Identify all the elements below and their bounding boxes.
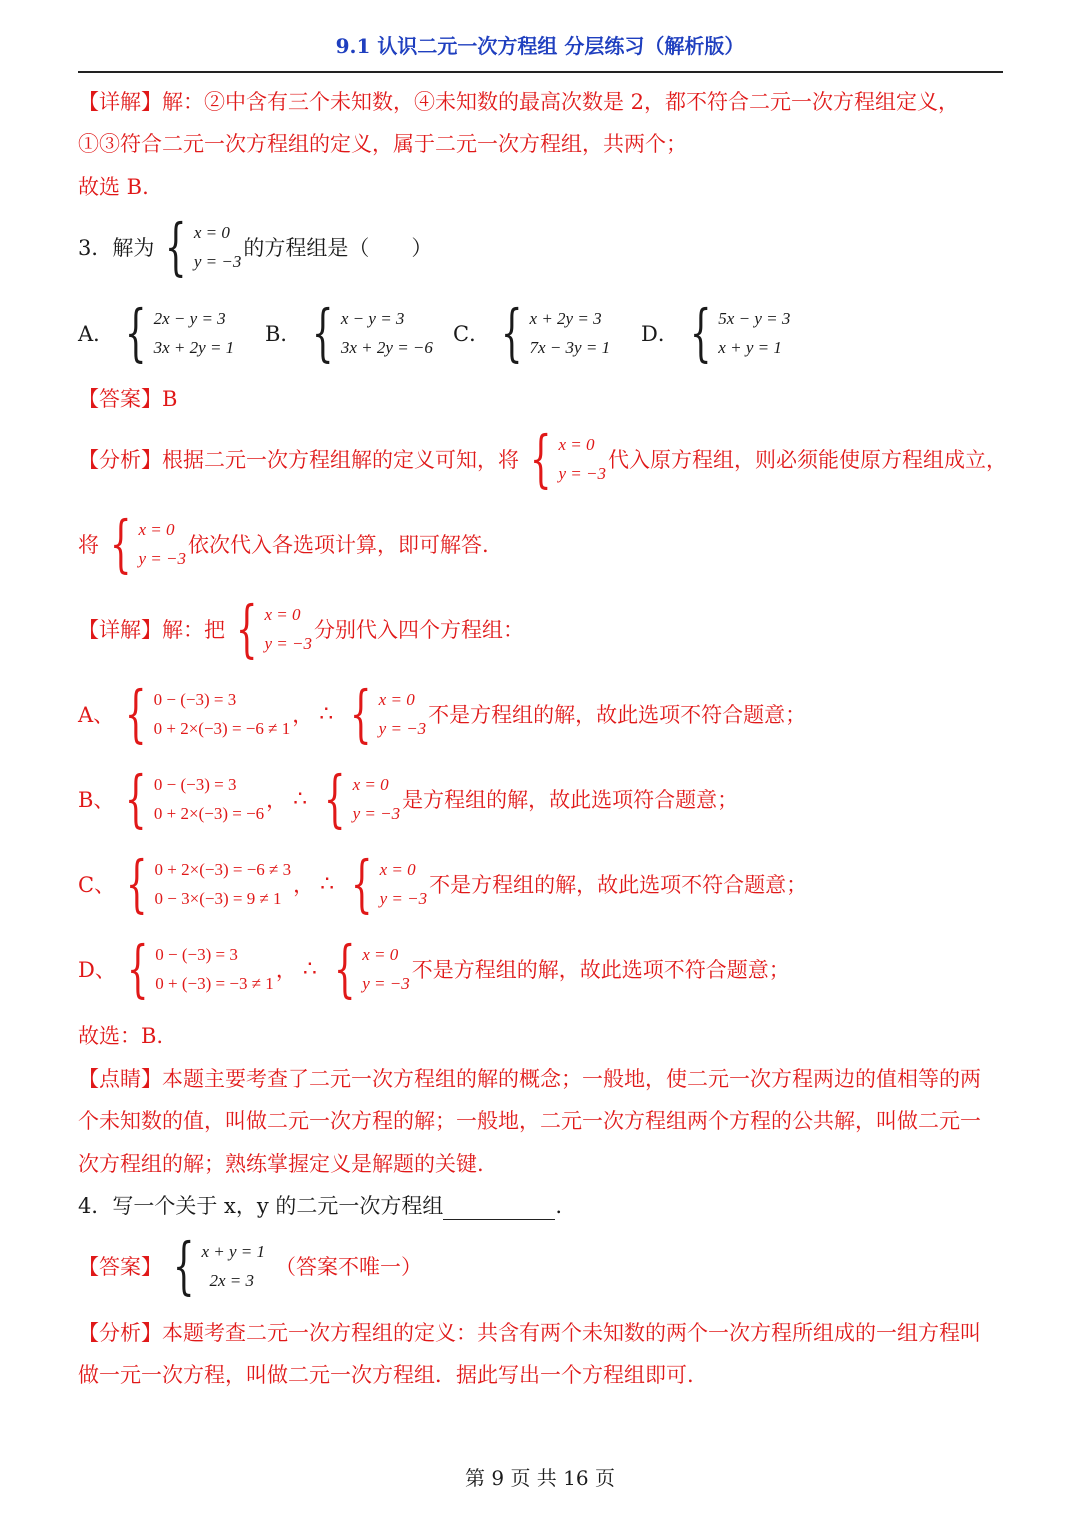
page-footer: 第 9 页 共 16 页 bbox=[465, 1466, 615, 1490]
q3-solution-system: { x = 0 y = −3 bbox=[165, 210, 242, 283]
page-header: 9.1 认识二元一次方程组 分层练习（解析版） bbox=[335, 34, 745, 58]
q4-answer: 【答案】 { x + y = 1 2x = 3 （答案不唯一） bbox=[78, 1229, 422, 1302]
q2-detail-line3: 故选 B. bbox=[78, 175, 149, 199]
q3-conclusion: 故选：B. bbox=[78, 1024, 164, 1048]
q3-check-d: D、 { 0 − (−3) = 3 0 + (−3) = −3 ≠ 1 ， ∴ { x = 0 y = −3 不是方程组的解，故此选项不符合题意； bbox=[78, 932, 790, 1005]
q3-stem bbox=[78, 210, 433, 283]
q3-stem-prefix: 3．解为 bbox=[78, 236, 155, 260]
q3-option-b: B． { x − y = 3 3x + 2y = −6 bbox=[265, 296, 433, 369]
q3-stem-suffix: 的方程组是（ ） bbox=[243, 236, 433, 260]
q3-option-c: C． { x + 2y = 3 7x − 3y = 1 bbox=[453, 296, 611, 369]
q3-comment-line3: 次方程组的解；熟练掌握定义是解题的关键. bbox=[78, 1152, 484, 1176]
q2-detail-line1: 【详解】解：②中含有三个未知数，④未知数的最高次数是 2，都不符合二元一次方程组定义， bbox=[78, 90, 960, 114]
q4-analysis-line1: 【分析】本题考查二元一次方程组的定义：共含有两个未知数的两个一次方程所组成的一组方程叫 bbox=[78, 1321, 981, 1345]
q3-comment-line1: 【点睛】本题主要考查了二元一次方程组的解的概念；一般地，使二元一次方程两边的值相等的两 bbox=[78, 1067, 981, 1091]
q3-detail-intro: 【详解】解：把 { x = 0 y = −3 分别代入四个方程组： bbox=[78, 592, 524, 665]
q3-check-b: B、 { 0 − (−3) = 3 0 + 2×(−3) = −6 ， ∴ { x = 0 y = −3 是方程组的解，故此选项符合题意； bbox=[78, 762, 739, 835]
q3-check-c: C、 { 0 + 2×(−3) = −6 ≠ 3 0 − 3×(−3) = 9 ≠ 1 ， ∴ { x = 0 y = −3 不是方程组的解，故此选项不符合题意； bbox=[78, 847, 808, 920]
q3-analysis-line1: 【分析】根据二元一次方程组解的定义可知，将 { x = 0 y = −3 代入原方程组，则必须能使原方程组成立， bbox=[78, 422, 1007, 495]
q3-answer: 【答案】B bbox=[78, 387, 178, 411]
q2-detail-line2: ①③符合二元一次方程组的定义，属于二元一次方程组，共两个； bbox=[78, 132, 687, 156]
answer-blank bbox=[443, 1197, 555, 1220]
q4-stem: 4．写一个关于 x，y 的二元一次方程组 . bbox=[78, 1194, 563, 1218]
q3-check-a: A、 { 0 − (−3) = 3 0 + 2×(−3) = −6 ≠ 1 ， ∴ { x = 0 y = −3 不是方程组的解，故此选项不符合题意； bbox=[78, 677, 807, 750]
q3-comment-line2: 个未知数的值，叫做二元一次方程的解；一般地，二元一次方程组两个方程的公共解，叫做二元一 bbox=[78, 1109, 981, 1133]
q3-analysis-line2: 将 { x = 0 y = −3 依次代入各选项计算，即可解答. bbox=[78, 507, 489, 580]
q3-option-a: A． { 2x − y = 3 3x + 2y = 1 bbox=[78, 296, 235, 369]
q4-analysis-line2: 做一元一次方程，叫做二元一次方程组．据此写出一个方程组即可. bbox=[78, 1363, 694, 1387]
header-rule bbox=[78, 71, 1003, 73]
q3-option-d: D． { 5x − y = 3 x + y = 1 bbox=[641, 296, 791, 369]
